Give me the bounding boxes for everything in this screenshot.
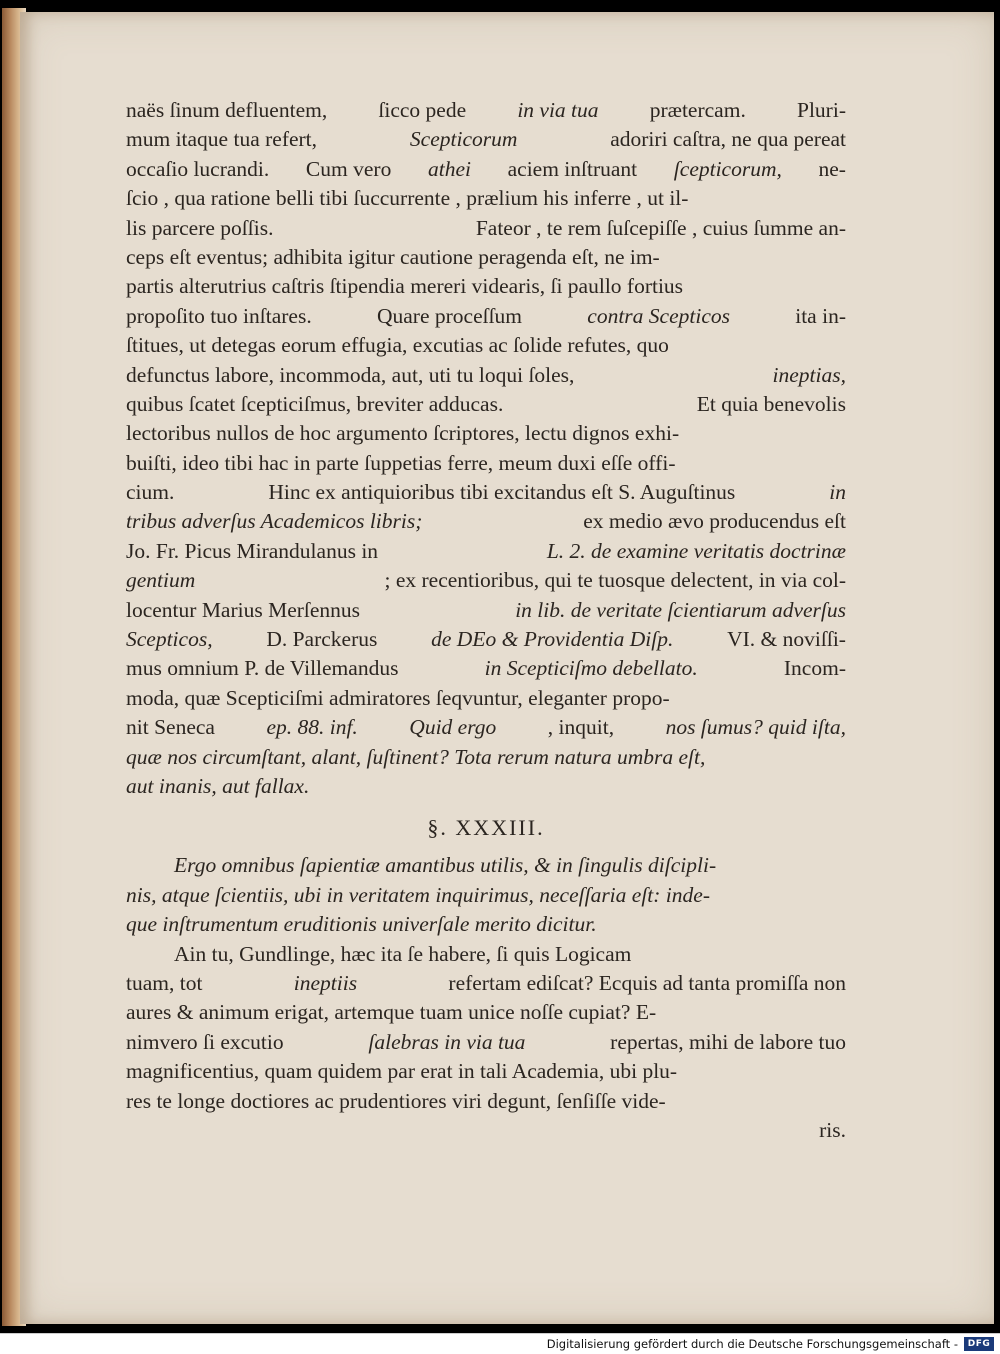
text-run: partis alterutrius caſtris ſtipendia mereri videaris, ſi paullo fortius xyxy=(126,274,684,299)
text-run: nimvero ſi excutio xyxy=(126,1029,284,1054)
italic-text: Ergo omnibus ſapientiæ amantibus utilis, & in ſingulis diſcipli- xyxy=(174,853,717,878)
text-run: occaſio lucrandi. xyxy=(126,156,270,181)
italic-text: gentium xyxy=(126,568,196,593)
italic-text: que inſtrumentum eruditionis univerſale merito dicitur. xyxy=(126,912,597,937)
italic-text: L. 2. de examine veritatis doctrinæ xyxy=(546,538,846,563)
italic-text: ineptiis xyxy=(293,970,358,995)
digitization-footer xyxy=(0,1333,1000,1354)
text-run: tuam, tot xyxy=(126,970,203,995)
text-line xyxy=(126,184,846,213)
section-heading: §. XXXIII. xyxy=(427,815,545,841)
italic-text: Scepticorum xyxy=(409,127,518,152)
text-run: cium. xyxy=(126,480,175,505)
text-run: ita in- xyxy=(795,303,846,328)
text-run: D. Parckerus xyxy=(266,627,378,652)
text-line xyxy=(126,910,846,939)
text-line xyxy=(126,566,846,595)
text-run: ſtitues, ut detegas eorum effugia, excutias ac ſolide refutes, quo xyxy=(126,333,669,358)
page-text xyxy=(126,96,846,1145)
text-run: mus omnium P. de Villemandus xyxy=(126,656,399,681)
italic-text: de DEo & Providentia Diſp. xyxy=(431,627,674,652)
text-run: refertam ediſcat? Ecquis ad tanta promiſſa non xyxy=(448,970,846,995)
text-run: Pluri- xyxy=(797,98,846,122)
text-line xyxy=(126,881,846,910)
italic-text: quæ nos circumſtant, alant, ſuſtinent? Tota rerum natura umbra eſt, xyxy=(126,744,706,769)
text-run: quibus ſcatet ſcepticiſmus, breviter adducas. xyxy=(126,391,504,416)
text-run: aures & animum erigat, artemque tuam unice noſſe cupiat? E- xyxy=(126,1000,657,1025)
text-line xyxy=(126,743,846,772)
text-line xyxy=(126,1057,846,1086)
text-run: propoſito tuo inſtares. xyxy=(126,303,312,328)
text-line xyxy=(126,1087,846,1116)
text-run: ſicco pede xyxy=(378,98,467,122)
text-run: repertas, mihi de labore tuo xyxy=(610,1029,846,1054)
italic-text: tribus adverſus Academicos libris; xyxy=(126,509,423,534)
text-line xyxy=(126,596,846,625)
italic-text: ineptias, xyxy=(772,362,846,387)
text-line xyxy=(126,772,846,801)
italic-text: in lib. de veritate ſcientiarum adverſus xyxy=(515,597,846,622)
italic-text: in via tua xyxy=(517,98,599,122)
catchword-line xyxy=(126,1116,846,1145)
text-run: Ain tu, Gundlinge, hæc ita ſe habere, ſi quis Logicam xyxy=(174,941,632,966)
text-run: ſcio , qua ratione belli tibi ſuccurrente , prælium his inferre , ut il- xyxy=(126,186,689,211)
text-run: lis parcere poſſis. xyxy=(126,215,274,240)
catchword: ris. xyxy=(819,1117,846,1142)
text-run: VI. & noviſſi- xyxy=(727,627,846,652)
text-run: adoriri caſtra, ne qua pereat xyxy=(610,127,846,152)
text-line xyxy=(126,507,846,536)
italic-text: in Scepticiſmo debellato. xyxy=(484,656,698,681)
text-line xyxy=(126,155,846,184)
italic-text: ſalebras in via tua xyxy=(368,1029,526,1054)
text-line xyxy=(126,713,846,742)
italic-text: nis, atque ſcientiis, ubi in veritatem inquirimus, neceſſaria eſt: inde- xyxy=(126,882,710,907)
text-line xyxy=(126,419,846,448)
text-line xyxy=(126,851,846,880)
text-run: mum itaque tua refert, xyxy=(126,127,318,152)
italic-text: Scepticos, xyxy=(126,627,213,652)
text-run: aciem inſtruant xyxy=(507,156,638,181)
text-run: ; ex recentioribus, qui te tuosque delectent, in via col- xyxy=(384,568,846,593)
italic-text: athei xyxy=(427,156,471,181)
text-line xyxy=(126,998,846,1027)
text-line xyxy=(126,684,846,713)
section-thesis xyxy=(126,851,846,939)
text-line xyxy=(126,478,846,507)
italic-text: ep. 88. inf. xyxy=(266,715,358,740)
text-line xyxy=(126,940,846,969)
text-line xyxy=(126,969,846,998)
text-line xyxy=(126,331,846,360)
text-run: lectoribus nullos de hoc argumento ſcriptores, lectu dignos exhi- xyxy=(126,421,680,446)
paragraph-continued xyxy=(126,96,846,801)
italic-text: Quid ergo xyxy=(409,715,497,740)
text-line xyxy=(126,390,846,419)
italic-text: aut inanis, aut fallax. xyxy=(126,773,310,798)
text-run: locentur Marius Merſennus xyxy=(126,597,361,622)
text-line xyxy=(126,449,846,478)
text-run: ex medio ævo producendus eſt xyxy=(583,509,846,534)
text-line xyxy=(126,537,846,566)
text-line xyxy=(126,243,846,272)
text-line xyxy=(126,96,846,125)
text-run: nit Seneca xyxy=(126,715,215,740)
text-run: naës ſinum defluentem, xyxy=(126,98,328,122)
text-line xyxy=(126,654,846,683)
text-run: Cum vero xyxy=(305,156,392,181)
text-line xyxy=(126,361,846,390)
dfg-logo-icon: DFG xyxy=(964,1337,994,1351)
text-line xyxy=(126,214,846,243)
text-run: ceps eſt eventus; adhibita igitur cautione peragenda eſt, ne im- xyxy=(126,244,660,269)
text-run: magnificentius, quam quidem par erat in tali Academia, ubi plu- xyxy=(126,1059,678,1084)
footer-credit: Digitalisierung gefördert durch die Deutsche Forschungsgemeinschaft - xyxy=(546,1337,958,1351)
text-run: , inquit, xyxy=(547,715,615,740)
text-line xyxy=(126,272,846,301)
text-line xyxy=(126,1028,846,1057)
italic-text: contra Scepticos xyxy=(587,303,730,328)
text-run: moda, quæ Scepticiſmi admiratores ſeqvuntur, eleganter propo- xyxy=(126,685,670,710)
text-run: prætercam. xyxy=(649,98,746,122)
text-run: Hinc ex antiquioribus tibi excitandus eſt S. Auguſtinus xyxy=(268,480,736,505)
text-run: defunctus labore, incommoda, aut, uti tu loqui ſoles, xyxy=(126,362,575,387)
text-run: res te longe doctiores ac prudentiores viri degunt, ſenſiſſe vide- xyxy=(126,1088,666,1113)
text-line xyxy=(126,625,846,654)
text-run: Jo. Fr. Picus Mirandulanus in xyxy=(126,538,379,563)
italic-text: nos ſumus? quid iſta, xyxy=(665,715,846,740)
text-run: buiſti, ideo tibi hac in parte ſuppetias ferre, meum duxi eſſe offi- xyxy=(126,450,676,475)
text-run: ne- xyxy=(818,156,846,181)
italic-text: ſcepticorum, xyxy=(673,156,782,181)
text-run: Quare proceſſum xyxy=(376,303,523,328)
text-run: Et quia benevolis xyxy=(696,391,846,416)
text-run: Incom- xyxy=(783,656,846,681)
text-run: Fateor , te rem ſuſcepiſſe , cuius ſumme an- xyxy=(475,215,846,240)
paragraph-discussion xyxy=(126,940,846,1116)
italic-text: in xyxy=(829,480,846,505)
text-line xyxy=(126,125,846,154)
text-line xyxy=(126,302,846,331)
